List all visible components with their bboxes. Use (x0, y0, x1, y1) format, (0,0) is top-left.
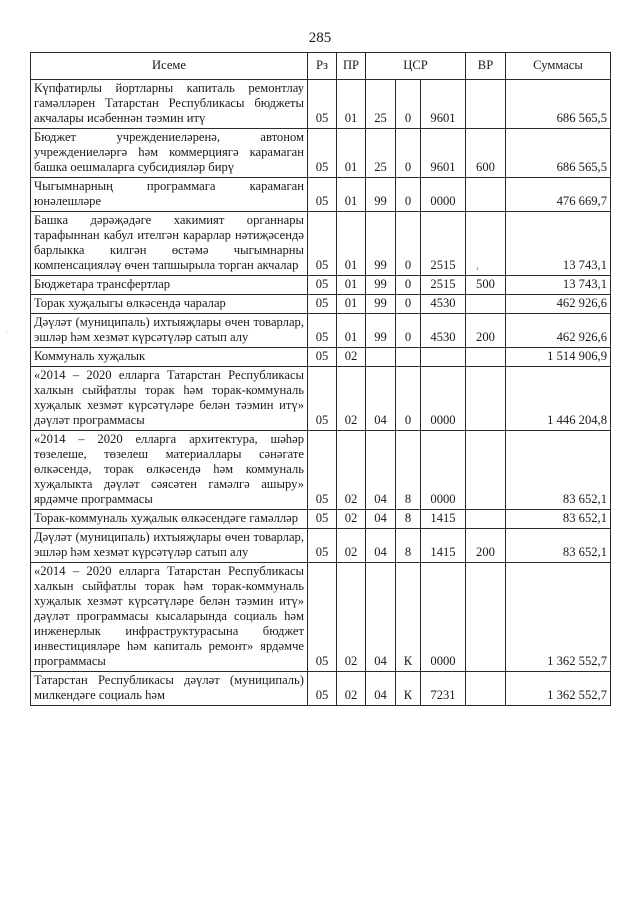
table-row (31, 129, 611, 178)
cell-sum: 1 446 204,8 (506, 367, 611, 431)
cell-sum: 476 669,7 (506, 178, 611, 212)
cell-csr-program (366, 348, 396, 367)
cell-name: «2014 – 2020 елларга Татарстан Республикасы халкын сыйфатлы торак һәм торак-коммуналь хуҗалык хезмәт күрсәтүләре белән тәэмин итү» дәүләт программасы (31, 367, 308, 431)
cell-sum: 1 362 552,7 (506, 672, 611, 706)
cell-rz: 05 (308, 314, 337, 348)
cell-sum: 1 362 552,7 (506, 563, 611, 672)
cell-rz: 05 (308, 212, 337, 276)
cell-csr-subprogram: 8 (396, 510, 421, 529)
cell-pr: 01 (337, 80, 366, 129)
cell-sum: 83 652,1 (506, 529, 611, 563)
cell-csr-program: 99 (366, 314, 396, 348)
cell-vr (466, 367, 506, 431)
cell-csr-direction: 1415 (421, 510, 466, 529)
cell-name: Татарстан Республикасы дәүләт (муниципаль) милкендәге социаль һәм (31, 672, 308, 706)
cell-csr-program: 25 (366, 129, 396, 178)
cell-vr (466, 672, 506, 706)
cell-name: «2014 – 2020 елларга архитектура, шәһәр төзелеше, төзелеш материаллары сәнәгате өлкәсендә, торак өлкәсендә һәм коммуналь хуҗалыкта дәүләт сәясәтен гамәлгә ашыру» ярдәмче программасы (31, 431, 308, 510)
header-sum: Суммасы (506, 53, 611, 80)
cell-csr-subprogram: К (396, 563, 421, 672)
cell-vr: 600 (466, 129, 506, 178)
header-csr: ЦСР (366, 53, 466, 80)
cell-pr: 01 (337, 129, 366, 178)
cell-rz: 05 (308, 129, 337, 178)
cell-csr-subprogram: 0 (396, 178, 421, 212)
cell-name: Торак-коммуналь хуҗалык өлкәсендәге гамәлләр (31, 510, 308, 529)
cell-sum: 13 743,1 (506, 212, 611, 276)
header-pr: ПР (337, 53, 366, 80)
cell-pr: 01 (337, 295, 366, 314)
table-row (31, 348, 611, 367)
cell-csr-program: 04 (366, 367, 396, 431)
table-row (31, 276, 611, 295)
table-row (31, 529, 611, 563)
cell-csr-program: 04 (366, 672, 396, 706)
cell-vr (466, 295, 506, 314)
cell-rz: 05 (308, 529, 337, 563)
table-row (31, 314, 611, 348)
table-row (31, 367, 611, 431)
cell-csr-subprogram: 0 (396, 129, 421, 178)
cell-name: Бюджетара трансфертлар (31, 276, 308, 295)
cell-pr: 01 (337, 276, 366, 295)
cell-name: Чыгымнарның программага карамаган юнәлешләре (31, 178, 308, 212)
cell-pr: 02 (337, 510, 366, 529)
cell-csr-subprogram (396, 348, 421, 367)
cell-vr (466, 178, 506, 212)
cell-sum: 13 743,1 (506, 276, 611, 295)
cell-csr-subprogram: 8 (396, 529, 421, 563)
scan-speck: ‹ (476, 263, 479, 273)
cell-name: Күпфатирлы йортларны капиталь ремонтлау гамәлләрен Татарстан Республикасы бюджеты акчалары исәбеннән тәэмин итү (31, 80, 308, 129)
page-number: 285 (308, 30, 332, 46)
cell-sum: 462 926,6 (506, 295, 611, 314)
cell-pr: 02 (337, 367, 366, 431)
cell-vr: 200 (466, 529, 506, 563)
table-header (31, 53, 611, 80)
cell-pr: 02 (337, 348, 366, 367)
cell-vr (466, 212, 506, 276)
cell-rz: 05 (308, 348, 337, 367)
cell-csr-subprogram: 0 (396, 314, 421, 348)
table-row (31, 431, 611, 510)
cell-csr-program: 99 (366, 276, 396, 295)
cell-csr-direction: 0000 (421, 178, 466, 212)
table-row (31, 295, 611, 314)
cell-csr-program: 99 (366, 178, 396, 212)
cell-vr (466, 431, 506, 510)
cell-sum: 83 652,1 (506, 510, 611, 529)
cell-csr-direction: 9601 (421, 129, 466, 178)
cell-sum: 1 514 906,9 (506, 348, 611, 367)
table-row (31, 510, 611, 529)
cell-csr-program: 99 (366, 212, 396, 276)
cell-pr: 02 (337, 672, 366, 706)
cell-sum: 686 565,5 (506, 129, 611, 178)
cell-pr: 01 (337, 314, 366, 348)
cell-name: Торак хуҗалыгы өлкәсендә чаралар (31, 295, 308, 314)
table-row (31, 80, 611, 129)
cell-csr-subprogram: 0 (396, 212, 421, 276)
cell-name: «2014 – 2020 елларга Татарстан Республикасы халкын сыйфатлы торак һәм торак-коммуналь хуҗалык хезмәт күрсәтүләре белән тәэмин итү» дәүләт программасы кысаларында социаль һәм инженерлык инфраструктурасына бюджет инвестицияләре һәм капиталь ремонт» ярдәмче программасы (31, 563, 308, 672)
cell-csr-direction: 2515 (421, 212, 466, 276)
cell-name: Башка дәрәҗәдәге хакимият органнары тарафыннан кабул ителгән карарлар нәтиҗәсендә барлыкка килгән өстәмә чыгымнарны компенсацияләү өчен тапшырыла торган акчалар (31, 212, 308, 276)
cell-name: Дәүләт (муниципаль) ихтыяҗлары өчен товарлар, эшләр һәм хезмәт күрсәтүләр сатып алу (31, 529, 308, 563)
table-row (31, 672, 611, 706)
cell-pr: 01 (337, 178, 366, 212)
cell-csr-subprogram: 0 (396, 367, 421, 431)
margin-tick: ' (6, 330, 8, 339)
cell-csr-direction: 4530 (421, 314, 466, 348)
cell-csr-subprogram: К (396, 672, 421, 706)
cell-csr-program: 04 (366, 529, 396, 563)
cell-rz: 05 (308, 672, 337, 706)
cell-sum: 462 926,6 (506, 314, 611, 348)
cell-pr: 02 (337, 529, 366, 563)
cell-vr (466, 563, 506, 672)
cell-csr-direction: 9601 (421, 80, 466, 129)
cell-vr (466, 348, 506, 367)
header-vr: ВР (466, 53, 506, 80)
cell-csr-subprogram: 0 (396, 276, 421, 295)
cell-csr-direction: 2515 (421, 276, 466, 295)
cell-rz: 05 (308, 510, 337, 529)
cell-rz: 05 (308, 80, 337, 129)
header-rz: Рз (308, 53, 337, 80)
cell-csr-direction (421, 348, 466, 367)
cell-pr: 02 (337, 431, 366, 510)
cell-rz: 05 (308, 431, 337, 510)
cell-csr-program: 04 (366, 510, 396, 529)
cell-csr-subprogram: 8 (396, 431, 421, 510)
table-row (31, 563, 611, 672)
cell-name: Бюджет учреждениеләренә, автоном учреждениеләргә һәм коммерциягә карамаган башка оешмаларга субсидияләр бирү (31, 129, 308, 178)
cell-csr-program: 99 (366, 295, 396, 314)
cell-pr: 02 (337, 563, 366, 672)
cell-rz: 05 (308, 178, 337, 212)
table-body (31, 80, 611, 706)
cell-vr (466, 510, 506, 529)
cell-csr-direction: 0000 (421, 367, 466, 431)
cell-rz: 05 (308, 563, 337, 672)
cell-csr-program: 04 (366, 563, 396, 672)
cell-rz: 05 (308, 295, 337, 314)
cell-vr: 500 (466, 276, 506, 295)
cell-sum: 686 565,5 (506, 80, 611, 129)
header-name: Исеме (31, 53, 308, 80)
cell-csr-program: 25 (366, 80, 396, 129)
table-row (31, 212, 611, 276)
cell-csr-program: 04 (366, 431, 396, 510)
cell-csr-direction: 1415 (421, 529, 466, 563)
cell-csr-subprogram: 0 (396, 295, 421, 314)
cell-rz: 05 (308, 276, 337, 295)
cell-sum: 83 652,1 (506, 431, 611, 510)
cell-vr (466, 80, 506, 129)
cell-csr-direction: 0000 (421, 431, 466, 510)
cell-csr-subprogram: 0 (396, 80, 421, 129)
cell-rz: 05 (308, 367, 337, 431)
table-row (31, 178, 611, 212)
cell-csr-direction: 0000 (421, 563, 466, 672)
cell-name: Дәүләт (муниципаль) ихтыяҗлары өчен товарлар, эшләр һәм хезмәт күрсәтүләр сатып алу (31, 314, 308, 348)
cell-vr: 200 (466, 314, 506, 348)
cell-csr-direction: 4530 (421, 295, 466, 314)
budget-table (30, 52, 611, 706)
cell-name: Коммуналь хуҗалык (31, 348, 308, 367)
cell-pr: 01 (337, 212, 366, 276)
cell-csr-direction: 7231 (421, 672, 466, 706)
